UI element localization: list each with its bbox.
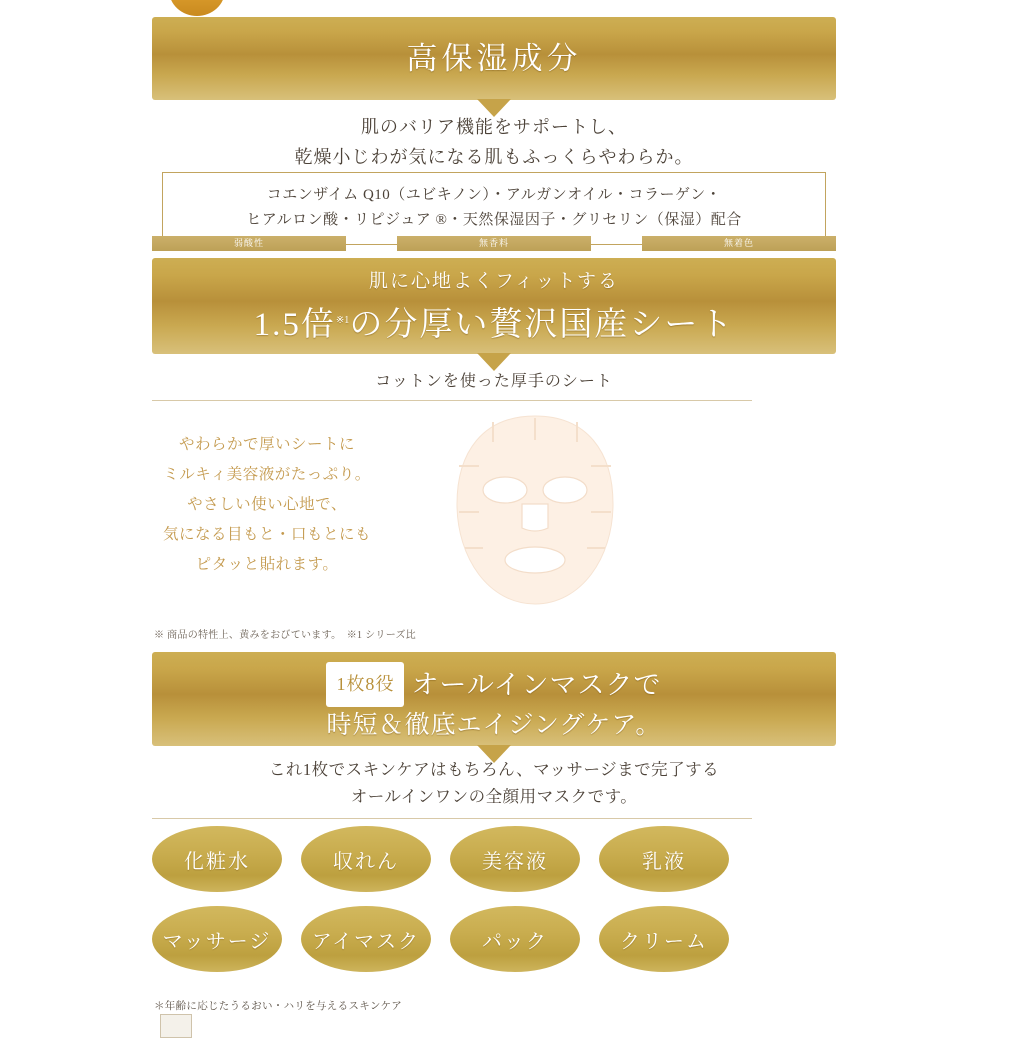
bottom-partial-element: [160, 1014, 192, 1038]
pill-lotion: 化粧水: [152, 826, 282, 892]
banner2-footnote-mark: ※1: [335, 315, 350, 326]
decorative-circle: [169, 0, 225, 16]
section-banner-all-in-mask: [152, 652, 836, 746]
ingredient-line-2: ヒアルロン酸・リピジュア ®・天然保湿因子・グリセリン（保湿）配合: [246, 212, 742, 228]
banner2-line-2-rest: の分厚い贅沢国産シート: [349, 307, 735, 343]
banner2-line-1: 肌に心地よくフィットする: [369, 271, 619, 292]
sheet-text-line-1: やわらかで厚いシートに: [178, 436, 355, 453]
lead-line-2: 乾燥小じわが気になる肌もふっくらやわらか。: [294, 147, 694, 167]
function-pill-grid: [152, 826, 836, 986]
sheet-text-line-3: やさしい使い心地で、: [187, 496, 347, 513]
all-in-one-description: [152, 756, 836, 810]
pill-row-1: [152, 826, 836, 892]
section-banner-moisturizing: [152, 17, 836, 100]
lead-line-1: 肌のバリア機能をサポートし、: [361, 117, 627, 137]
description-line-2: オールインワンの全顔用マスクです。: [350, 787, 638, 806]
tag-colorant-free: 無着色: [642, 236, 836, 251]
pill-pack: パック: [450, 906, 580, 972]
pill-serum: 美容液: [450, 826, 580, 892]
sheet-caption: コットンを使った厚手のシート: [375, 373, 613, 390]
tag-fragrance-free: 無香料: [397, 236, 591, 251]
sheet-mask-section: [152, 408, 836, 620]
banner-title-moisturizing: 高保湿成分: [406, 41, 582, 76]
lead-copy: [152, 112, 836, 172]
ingredient-list-box: [162, 172, 826, 245]
sheet-mask-description: [152, 430, 382, 580]
sheet-text-line-5: ピタッと貼れます。: [195, 556, 339, 573]
banner3-line-2: 時短＆徹底エイジングケア。: [326, 712, 662, 739]
banner2-emphasis: 1.5倍: [253, 307, 336, 343]
footnote-product-note: ※ 商品の特性上、黄みをおびています。 ※1 シリーズ比: [154, 630, 417, 641]
property-tag-row: [152, 236, 836, 251]
face-sheet-mask-illustration: [417, 408, 653, 616]
banner3-line-1: [152, 662, 836, 707]
pill-eye-mask: アイマスク: [301, 906, 431, 972]
sheet-text-line-4: 気になる目もと・口もとにも: [162, 526, 371, 543]
description-line-1: これ1枚でスキンケアはもちろん、マッサージまで完了する: [268, 760, 720, 779]
badge-eight-roles: 1枚8役: [326, 662, 404, 707]
footnote-aging-care: ＊年齢に応じたうるおい・ハリを与えるスキンケア: [154, 1001, 403, 1012]
divider-bottom: [152, 818, 752, 819]
pill-cream: クリーム: [599, 906, 729, 972]
pill-astringent: 収れん: [301, 826, 431, 892]
section-banner-thick-sheet: [152, 258, 836, 354]
pill-massage: マッサージ: [152, 906, 282, 972]
pill-row-2: [152, 906, 836, 972]
banner3-line-1-text: オールインマスクで: [411, 670, 662, 700]
sheet-text-line-2: ミルキィ美容液がたっぷり。: [163, 466, 371, 483]
banner2-line-2: [152, 298, 836, 348]
pill-emulsion: 乳液: [599, 826, 729, 892]
divider-top: [152, 400, 752, 401]
tag-weak-acid: 弱酸性: [152, 236, 346, 251]
page-content: [152, 0, 836, 1024]
ingredient-line-1: コエンザイム Q10（ユビキノン）・アルガンオイル・コラーゲン・: [266, 187, 722, 203]
